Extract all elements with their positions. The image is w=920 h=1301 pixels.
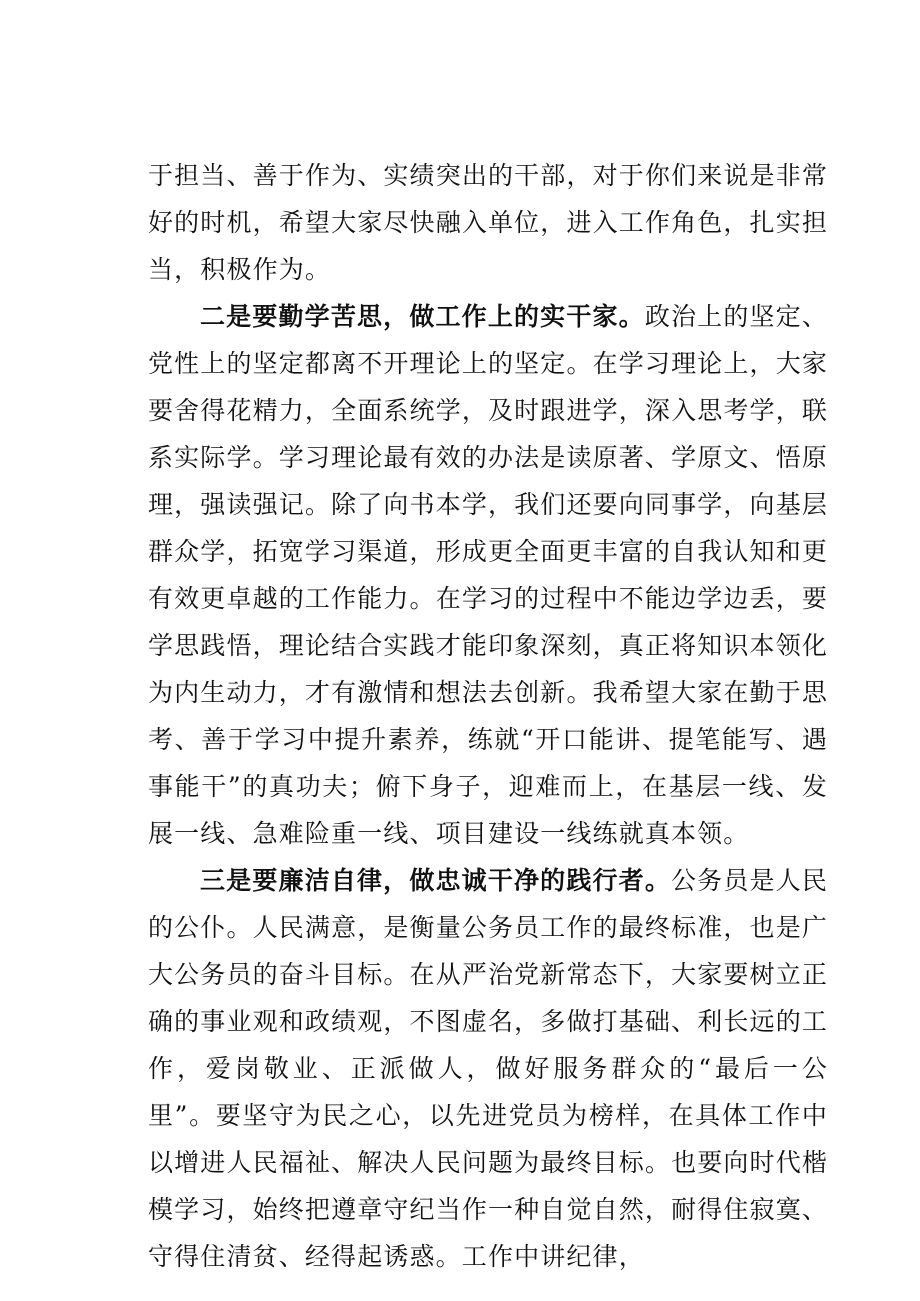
paragraph-1 bbox=[148, 152, 828, 293]
paragraph-3-lead: 三是要廉洁自律，做忠诚干净的践行者。 bbox=[200, 866, 672, 895]
document-body bbox=[148, 152, 828, 1280]
paragraph-1-text: 于担当、善于作为、实绩突出的干部，对于你们来说是非常好的时机，希望大家尽快融入单位，进入工作角色，扎实担当，积极作为。 bbox=[148, 161, 828, 284]
paragraph-3-text: 公务员是人民的公仆。人民满意，是衡量公务员工作的最终标准，也是广大公务员的奋斗目标。在从严治党新常态下，大家要树立正确的事业观和政绩观，不图虚名，多做打基础、利长远的工作，爱岗敬业、正派做人，做好服务群众的“最后一公里”。要坚守为民之心，以先进党员为榜样，在具体工作中以增进人民福祉、解决人民问题为最终目标。也要向时代楷模学习，始终把遵章守纪当作一种自觉自然，耐得住寂寞、守得住清贫、经得起诱惑。工作中讲纪律， bbox=[148, 866, 829, 1271]
paragraph-2-text: 政治上的坚定、党性上的坚定都离不开理论上的坚定。在学习理论上，大家要舍得花精力，全面系统学，及时跟进学，深入思考学，联系实际学。学习理论最有效的办法是读原著、学原文、悟原理，强读强记。除了向书本学，我们还要向同事学，向基层群众学，拓宽学习渠道，形成更全面更丰富的自我认知和更有效更卓越的工作能力。在学习的过程中不能边学边丢，要学思践悟，理论结合实践才能印象深刻，真正将知识本领化为内生动力，才有激情和想法去创新。我希望大家在勤于思考、善于学习中提升素养，练就“开口能讲、提笔能写、遇事能干”的真功夫；俯下身子，迎难而上，在基层一线、发展一线、急难险重一线、项目建设一线练就真本领。 bbox=[148, 302, 828, 848]
paragraph-2-lead: 二是要勤学苦思，做工作上的实干家。 bbox=[200, 302, 645, 331]
paragraph-3 bbox=[148, 857, 828, 1280]
paragraph-2 bbox=[148, 293, 828, 857]
